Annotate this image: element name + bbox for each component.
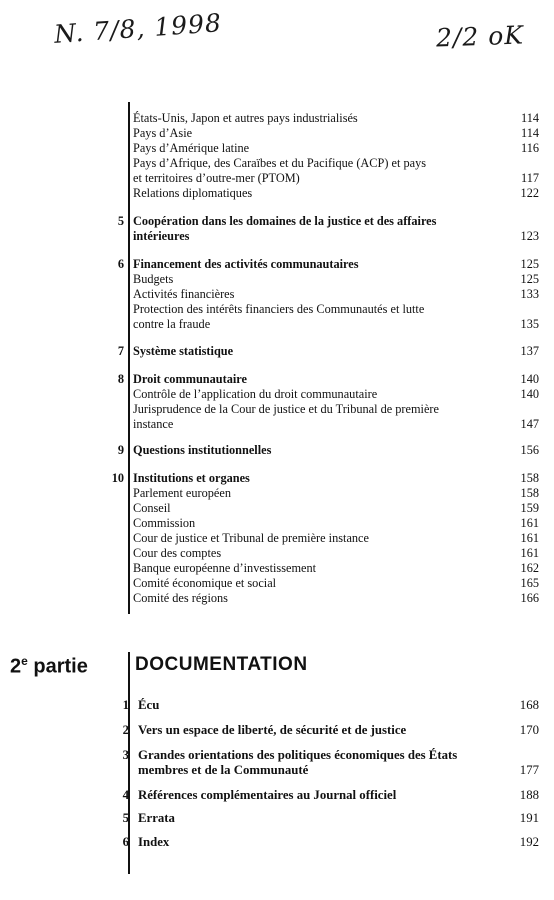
toc-item-page: 117: [521, 171, 539, 185]
section-number: 6: [117, 257, 124, 271]
handwritten-reference: N. 7/8, 1998: [53, 8, 223, 49]
section-title: Système statistique: [133, 344, 234, 358]
toc-item-page: 114: [521, 111, 539, 125]
section-title: Coopération dans les domaines de la justice et des affaires: [133, 214, 437, 228]
toc-item-page: 135: [520, 317, 539, 331]
handwritten-note: 2/2 oK: [435, 20, 525, 53]
toc-item-page: 140: [520, 387, 539, 401]
toc-item-title: Jurisprudence de la Cour de justice et du Tribunal de première: [133, 402, 439, 416]
toc-item-title: Conseil: [133, 501, 171, 515]
entry-number: 6: [122, 835, 129, 849]
entry-page: 168: [519, 698, 539, 712]
entry-title: Références complémentaires au Journal officiel: [138, 788, 397, 802]
margin-rule-top: [128, 102, 130, 614]
toc-item-title: Pays d’Afrique, des Caraïbes et du Pacifique (ACP) et pays: [133, 156, 427, 170]
toc-item-page: 114: [521, 126, 539, 140]
entry-page: 177: [519, 763, 539, 777]
entry-page: 191: [519, 811, 539, 825]
entry-title: Index: [138, 835, 170, 849]
section-title: Financement des activités communautaires: [133, 257, 359, 271]
toc-item-page: 161: [520, 546, 539, 560]
toc-item-title: Contrôle de l’application du droit communautaire: [133, 387, 378, 401]
toc-item-title: Cour de justice et Tribunal de première instance: [133, 531, 369, 545]
toc-item-page: 159: [520, 501, 539, 515]
section-page: 156: [520, 443, 539, 457]
entry-page: 170: [519, 723, 539, 737]
toc-item-page: 162: [520, 561, 539, 575]
section-page: 140: [520, 372, 539, 386]
toc-item-page: 161: [520, 516, 539, 530]
entry-number: 4: [122, 788, 129, 802]
section-title: Questions institutionnelles: [133, 443, 272, 457]
part-label: [10, 654, 88, 679]
part-label-word: partie: [33, 655, 88, 678]
section-title: Droit communautaire: [133, 372, 247, 386]
section-number: 10: [111, 471, 124, 485]
toc-item-title: Cour des comptes: [133, 546, 222, 560]
toc-item-page: 133: [520, 287, 539, 301]
toc-item-title: Relations diplomatiques: [133, 186, 253, 200]
entry-number: 3: [122, 748, 129, 762]
part-title: DOCUMENTATION: [135, 654, 308, 675]
section-page: 137: [520, 344, 539, 358]
toc-item-title: Comité économique et social: [133, 576, 277, 590]
toc-item-title: instance: [133, 417, 174, 431]
toc-item-title: États-Unis, Japon et autres pays industrialisés: [133, 111, 358, 125]
toc-item-page: 158: [520, 486, 539, 500]
section-page: 158: [520, 471, 539, 485]
part-label-suffix: e: [21, 654, 28, 668]
toc-item-page: 161: [520, 531, 539, 545]
section-page: 125: [520, 257, 539, 271]
entry-page: 188: [519, 788, 539, 802]
toc-item-title: Budgets: [133, 272, 174, 286]
section-title: intérieures: [133, 229, 190, 243]
toc-item-page: 166: [520, 591, 539, 605]
entry-title: Errata: [138, 811, 175, 825]
entry-number: 5: [122, 811, 129, 825]
section-title: Institutions et organes: [133, 471, 250, 485]
toc-item-title: Pays d’Asie: [133, 126, 193, 140]
part-label-number: 2: [10, 655, 22, 678]
section-number: 8: [117, 372, 124, 386]
toc-item-title: Protection des intérêts financiers des Communautés et lutte: [133, 302, 425, 316]
toc-item-page: 116: [521, 141, 539, 155]
entry-page: 192: [519, 835, 539, 849]
toc-item-title: Comité des régions: [133, 591, 228, 605]
entry-title: Grandes orientations des politiques économiques des États: [138, 748, 458, 762]
toc-item-title: et territoires d’outre-mer (PTOM): [133, 171, 300, 185]
toc-item-title: Commission: [133, 516, 196, 530]
toc-item-title: Activités financières: [133, 287, 235, 301]
toc-item-title: contre la fraude: [133, 317, 211, 331]
toc-item-page: 122: [520, 186, 539, 200]
toc-item-page: 147: [520, 417, 539, 431]
section-number: 7: [117, 344, 124, 358]
entry-title: membres et de la Communauté: [138, 763, 309, 777]
section-number: 5: [117, 214, 124, 228]
section-page: 123: [520, 229, 539, 243]
entry-number: 2: [122, 723, 129, 737]
toc-item-title: Banque européenne d’investissement: [133, 561, 317, 575]
toc-item-page: 165: [520, 576, 539, 590]
entry-number: 1: [122, 698, 129, 712]
toc-item-title: Pays d’Amérique latine: [133, 141, 250, 155]
entry-title: Écu: [138, 698, 160, 712]
toc-item-page: 125: [520, 272, 539, 286]
section-number: 9: [117, 443, 124, 457]
entry-title: Vers un espace de liberté, de sécurité et de justice: [138, 723, 407, 737]
toc-item-title: Parlement européen: [133, 486, 231, 500]
